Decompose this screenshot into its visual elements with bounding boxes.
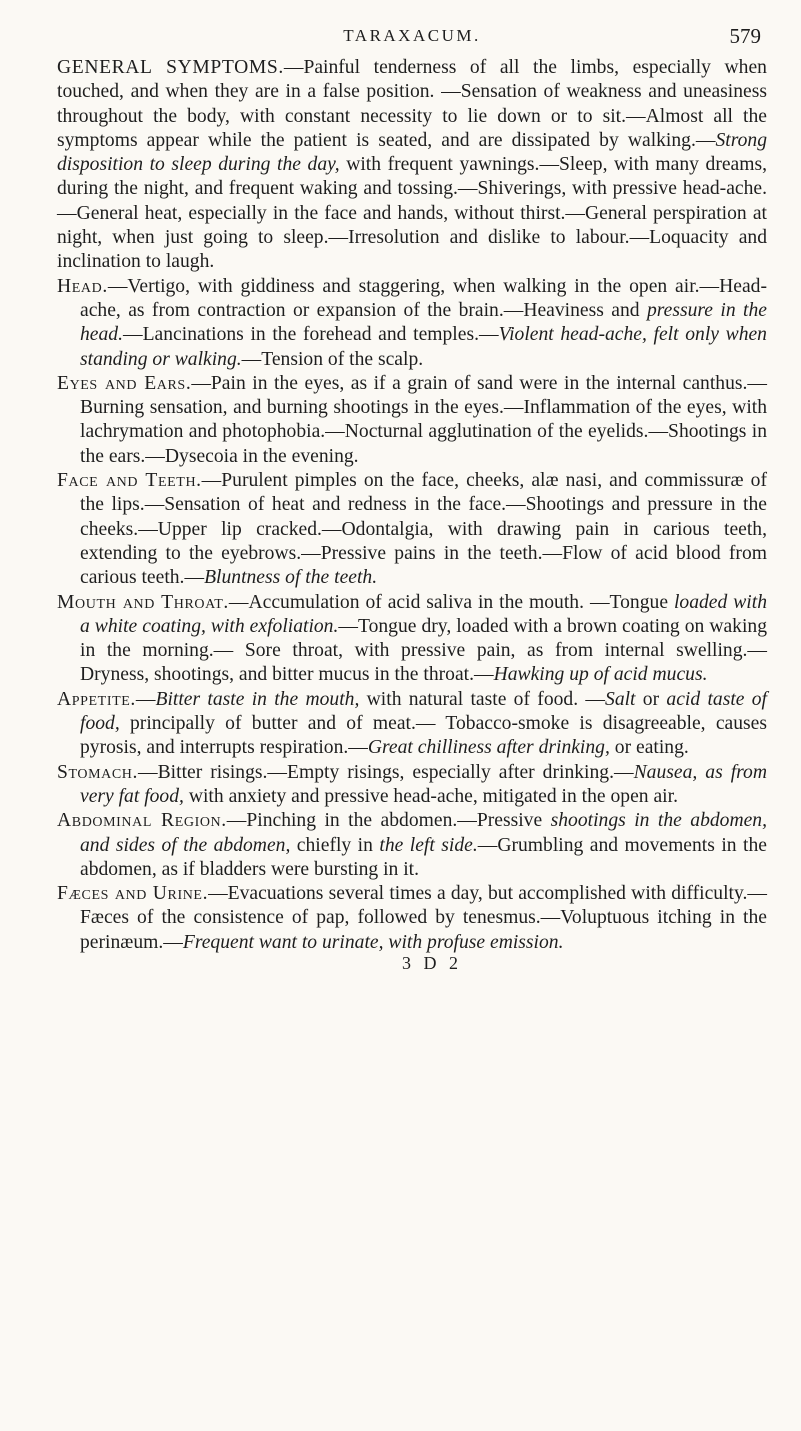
- symptom-section: [57, 809, 767, 882]
- symptom-section: [57, 469, 767, 590]
- running-title: TARAXACUM.: [343, 26, 481, 45]
- section-heading: Appetite.: [57, 688, 136, 710]
- emphasized-symptom: loaded with a white coating, with exfoliation.: [80, 591, 767, 637]
- symptom-text-run: with frequent yawnings.—Sleep, with many dreams, during the night, and frequent waking and tossing.—Shiverings, with pressive head-ache.—General heat, especially in the face and hands, without thirst.—General perspiration at night, when just going to sleep.—Irresolution and dislike to labour.—Loquacity and inclination to laugh.: [57, 154, 768, 273]
- symptom-text-run: —Evacuations several times a day, but accomplished with difficulty.—Fæces of the consistence of pap, followed by tenesmus.—Voluptuous itching in the perinæum.—: [80, 883, 767, 953]
- page-number: 579: [729, 24, 761, 48]
- emphasized-symptom: Bitter taste in the mouth,: [155, 688, 360, 710]
- section-heading: GENERAL SYMPTOMS.: [57, 57, 284, 78]
- emphasized-symptom: Nausea, as from very fat food,: [80, 761, 767, 807]
- symptom-text-run: —Tongue dry, loaded with a brown coating on waking in the morning.— Sore throat, with pressive pain, as from internal swelling.— Dryness, shootings, and bitter mucus in the throat.—: [80, 615, 768, 686]
- emphasized-symptom: Frequent want to urinate, with profuse emission.: [182, 931, 564, 953]
- symptom-text-run: with anxiety and pressive head-ache, mitigated in the open air.: [183, 785, 678, 807]
- symptom-text-run: —Pain in the eyes, as if a grain of sand were in the internal canthus.—Burning sensation, and burning shootings in the eyes.—Inflammation of the eyes, with lachrymation and photophobia.—Nocturnal agglutination of the eyelids.—Shootings in the ears.—Dysecoia in the evening.: [80, 372, 767, 467]
- symptom-text-run: —Tension of the scalp.: [241, 348, 424, 370]
- section-heading: Head.: [57, 275, 108, 297]
- symptom-text-run: —: [135, 688, 156, 710]
- emphasized-symptom: Hawking up of acid mucus.: [493, 664, 708, 686]
- symptom-section: [57, 761, 767, 810]
- emphasized-symptom: Strong disposition to sleep during the day,: [57, 129, 767, 176]
- section-heading: Face and Teeth.: [57, 470, 202, 492]
- symptom-text-run: principally of butter and of meat.— Tobacco-smoke is disagreeable, causes pyrosis, and interrupts respiration.—: [80, 713, 767, 759]
- printer-signature: 3 D 2: [402, 952, 462, 973]
- symptom-section: [57, 275, 767, 372]
- section-heading: Eyes and Ears.: [57, 372, 192, 394]
- symptom-text: [57, 56, 767, 955]
- emphasized-symptom: the left side.: [379, 834, 478, 856]
- symptom-text-run: or: [635, 688, 667, 710]
- symptom-text-run: —Accumulation of acid saliva in the mouth. —Tongue: [228, 591, 674, 613]
- symptom-section: [57, 688, 767, 761]
- emphasized-symptom: Great chilliness after drinking,: [367, 737, 610, 759]
- emphasized-symptom: Salt: [605, 688, 636, 710]
- symptom-text-run: or eating.: [609, 737, 689, 759]
- symptom-text-run: chiefly in: [290, 834, 380, 856]
- symptom-text-run: —Grumbling and movements in the abdomen, as if bladders were bursting in it.: [80, 834, 767, 880]
- symptom-text-run: —Pinching in the abdomen.—Pressive: [226, 810, 551, 832]
- symptom-text-run: —Purulent pimples on the face, cheeks, alæ nasi, and commissuræ of the lips.—Sensation of heat and redness in the face.—Shootings and pressure in the cheeks.—Upper lip cracked.—Odontalgia, with drawing pain in carious teeth, extending to the eyebrows.—Pressive pains in the teeth.—Flow of acid blood from carious teeth.—: [80, 470, 767, 589]
- section-heading: Fæces and Urine.: [57, 883, 209, 905]
- emphasized-symptom: Violent head-ache, felt only when standing or walking.: [80, 324, 767, 370]
- emphasized-symptom: shootings in the abdomen, and sides of the abdomen,: [80, 810, 768, 856]
- symptom-text-run: —Lancinations in the forehead and temples.—: [123, 324, 499, 346]
- running-head: [57, 0, 767, 56]
- symptom-section: [57, 591, 767, 688]
- symptom-section: [57, 372, 767, 469]
- section-heading: Mouth and Throat.: [57, 591, 229, 613]
- section-heading: Stomach.: [57, 761, 139, 783]
- symptom-text-run: —Bitter risings.—Empty risings, especially after drinking.—: [138, 761, 634, 783]
- emphasized-symptom: acid taste of food,: [80, 688, 767, 735]
- symptom-text-run: —Vertigo, with giddiness and staggering, when walking in the open air.—Head-ache, as from contraction or expansion of the brain.—Heaviness and: [80, 275, 767, 321]
- symptom-section: [57, 56, 767, 275]
- symptom-text-run: with natural taste of food. —: [359, 688, 606, 710]
- symptom-text-run: —Painful tenderness of all the limbs, especially when touched, and when they are in a false position. —Sensation of weakness and uneasiness throughout the body, with constant necessity to lie down or to sit.—Almost all the symptoms appear while the patient is seated, and are dissipated by walking.—: [57, 57, 767, 151]
- emphasized-symptom: pressure in the head.: [80, 299, 767, 346]
- section-heading: Abdominal Region.: [57, 810, 227, 832]
- emphasized-symptom: Bluntness of the teeth.: [204, 567, 378, 589]
- symptom-section: [57, 882, 767, 955]
